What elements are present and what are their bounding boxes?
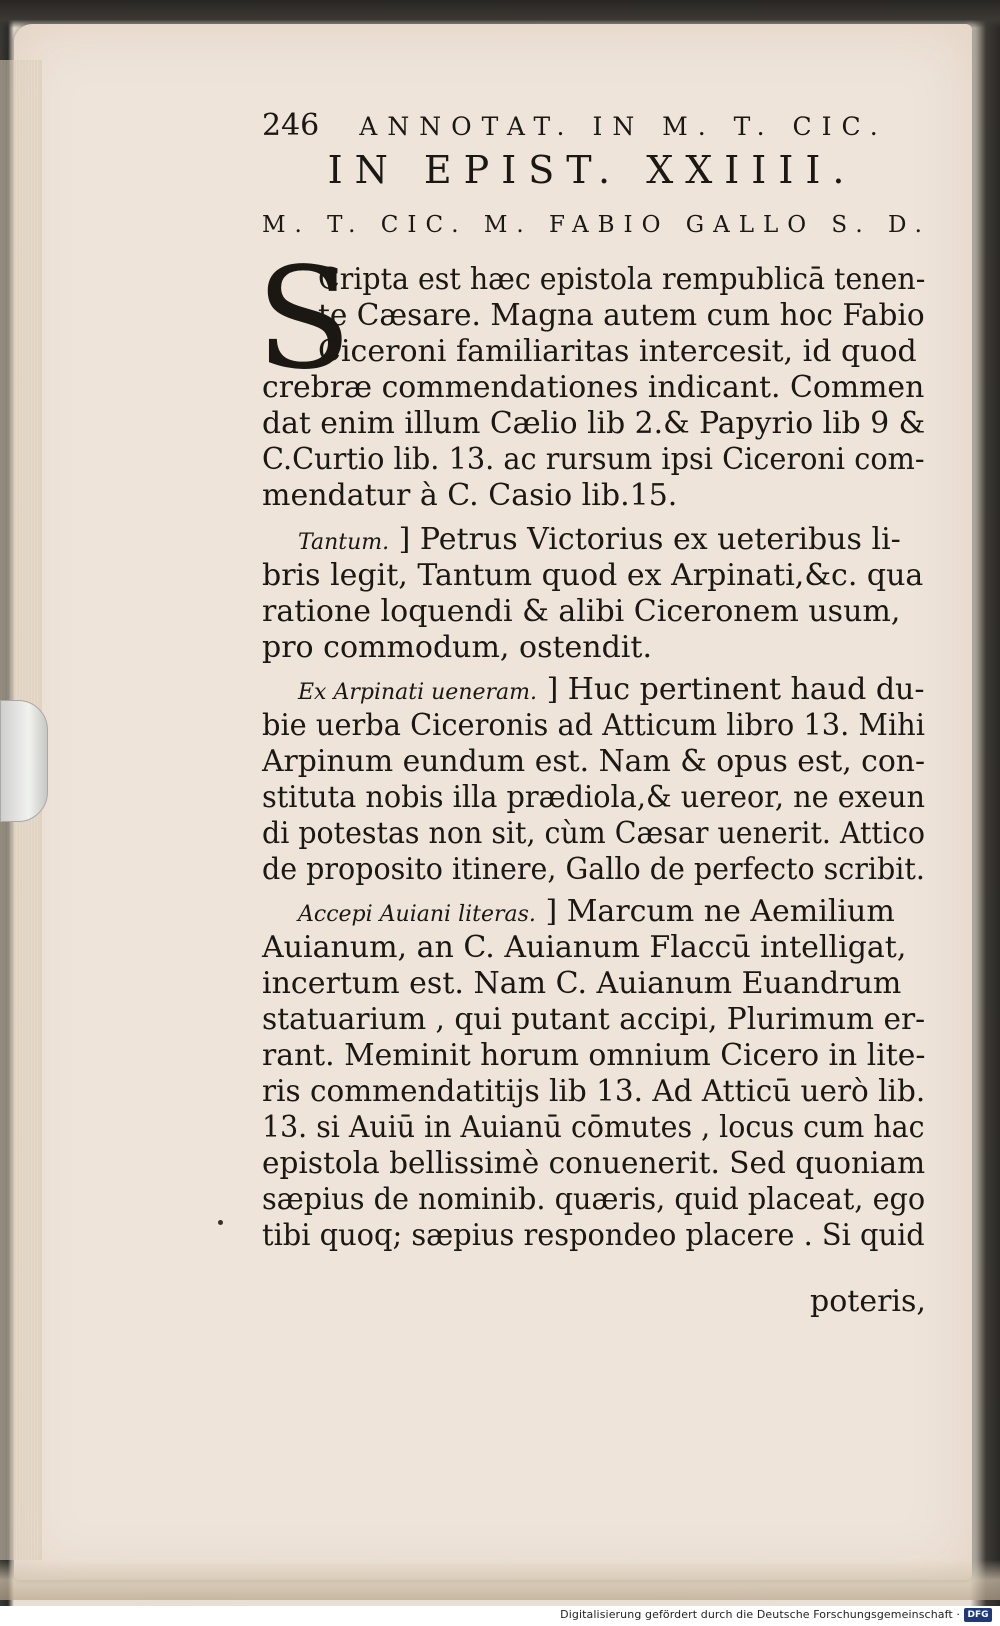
note-line: ris commendatitijs lib 13. Ad Atticū uerò lib.: [262, 1074, 926, 1109]
note-first-line: [298, 672, 925, 711]
note-line: di potestas non sit, cùm Cæsar uenerit. Attico: [262, 816, 926, 851]
note-text: ] Huc pertinent haud du-: [546, 672, 925, 707]
ink-speck: [218, 1220, 223, 1225]
note-first-line: [298, 522, 901, 561]
note-line: bie uerba Ciceronis ad Atticum libro 13. Mihi: [262, 708, 925, 743]
note-line: de proposito itinere, Gallo de perfecto scribit.: [262, 852, 925, 887]
note-line: pro commodum, ostendit.: [262, 630, 652, 665]
drop-cap-initial: S: [256, 238, 352, 401]
note-line: Arpinum eundum est. Nam & opus est, con-: [262, 744, 926, 779]
note-line: epistola bellissimè conuenerit. Sed quoniam: [262, 1146, 926, 1181]
note-line: incertum est. Nam C. Auianum Euandrum: [262, 966, 902, 1001]
note-line: Auianum, an C. Auianum Flaccū intelligat,: [262, 930, 907, 965]
intro-line: crebræ commendationes indicant. Commen: [262, 370, 925, 405]
note-line: statuarium , qui putant accipi, Plurimum er-: [262, 1002, 926, 1037]
note-line: ratione loquendi & alibi Ciceronem usum,: [262, 594, 901, 629]
note-lemma: Accepi Auiani literas.: [298, 902, 536, 927]
note-line: sæpius de nominib. quæris, quid placeat, ego: [262, 1182, 926, 1217]
note-line: 13. si Auiū in Auianū cōmutes , locus cum hac: [262, 1110, 925, 1145]
note-line: bris legit, Tantum quod ex Arpinati,&c. qua: [262, 558, 924, 593]
note-line: stituta nobis illa prædiola,& uereor, ne exeun: [262, 780, 926, 815]
intro-line: te Cæsare. Magna autem cum hoc Fabio: [318, 298, 925, 333]
note-text: ] Petrus Victorius ex ueteribus li-: [398, 522, 901, 557]
note-lemma: Tantum.: [298, 530, 390, 555]
note-first-line: [298, 894, 895, 933]
intro-line: Ciceroni familiaritas intercesit, id quod: [318, 334, 917, 369]
intro-line: mendatur à C. Casio lib.15.: [262, 478, 678, 513]
page-clip: [0, 700, 48, 822]
note-lemma: Ex Arpinati ueneram.: [298, 680, 538, 705]
intro-line: C.Curtio lib. 13. ac rursum ipsi Ciceroni com-: [262, 442, 925, 477]
intro-line: Cripta est hæc epistola rempublicā tenen-: [318, 262, 926, 297]
catchword: poteris,: [810, 1284, 926, 1319]
running-head: [262, 108, 902, 143]
page-number: 246: [262, 108, 320, 143]
note-text: ] Marcum ne Aemilium: [545, 894, 895, 929]
note-line: tibi quoq; sæpius respondeo placere . Si quid: [262, 1218, 925, 1253]
running-head-title: ANNOTAT. IN M. T. CIC.: [359, 112, 888, 141]
dfg-logo: DFG: [964, 1608, 992, 1622]
book-bottom-edge: [0, 1560, 1000, 1600]
digitization-credit: Digitalisierung gefördert durch die Deutsche Forschungsgemeinschaft ·: [560, 1608, 960, 1621]
epistle-heading: IN EPIST. XXIIII.: [327, 148, 857, 192]
salutation-line: M. T. CIC. M. FABIO GALLO S. D.: [262, 212, 931, 238]
note-line: rant. Meminit horum omnium Cicero in lite-: [262, 1038, 926, 1073]
intro-line: dat enim illum Cælio lib 2.& Papyrio lib 9 &: [262, 406, 926, 441]
